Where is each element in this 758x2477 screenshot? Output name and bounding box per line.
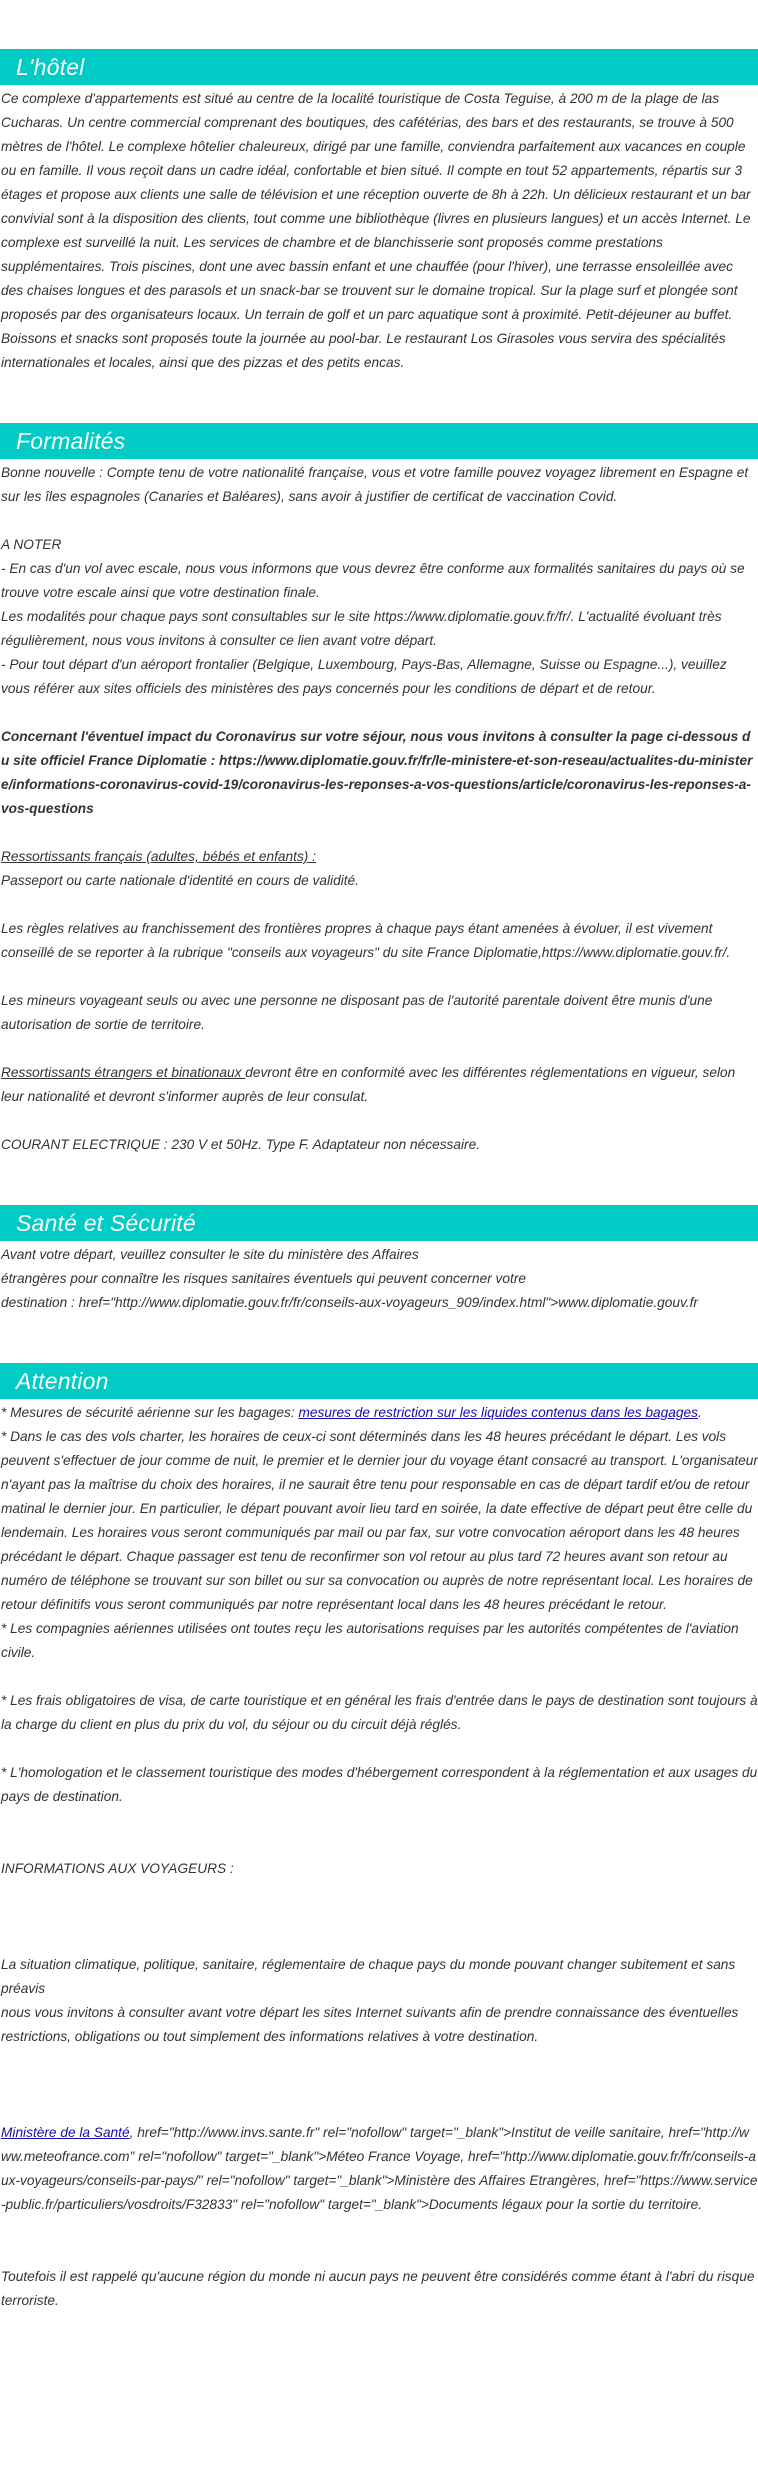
attention-content [0, 1401, 758, 2313]
formalites-content [0, 461, 758, 1157]
formalites-intro: Bonne nouvelle : Compte tenu de votre nationalité française, vous et votre famille pouvez voyagez librement en Espagne et sur les îles espagnoles (Canaries et Baléares), sans avoir à justifier de certificat de vaccination Covid. [1, 465, 749, 504]
useful-sites-text: , href="http://www.invs.sante.fr" rel="nofollow" target="_blank">Institut de veille sanitaire, href="http://www.meteofrance.com" rel="nofollow" target="_blank">Méteo France Voyage, href="http://www.diplomatie.gouv.fr/fr/conseils-aux-voyageurs/conseils-par-pays/" rel="nofollow" target="_blank">Ministère des Affaires Etrangères, href="https://www.service-public.fr/particuliers/vosdroits/F32833" rel="nofollow" target="_blank">Documents légaux pour la sortie du territoire. [1, 2125, 758, 2212]
situation-text-1: La situation climatique, politique, sanitaire, réglementaire de chaque pays du monde pouvant changer subitement et sans préavis [1, 1957, 736, 1996]
sante-line-2: étrangères pour connaître les risques sanitaires éventuels qui peuvent concerner votre [1, 1271, 526, 1286]
ministry-health-link[interactable]: Ministère de la Santé [1, 2125, 130, 2140]
electric-current: COURANT ELECTRIQUE : 230 V et 50Hz. Type F. Adaptateur non nécessaire. [1, 1137, 481, 1152]
charter-flights-text: * Dans le cas des vols charter, les horaires de ceux-ci sont déterminés dans les 48 heures précédant le départ. Les vols peuvent s'effectuer de jour comme de nuit, le premier et le dernier jour du voyage étant consacré au transport. L'organisateur n'ayant pas la maîtrise du choix des horaires, il ne saurait être tenu pour responsable en cas de départ tardif et/ou de retour matinal le dernier jour. En particulier, le départ pouvant avoir lieu tard en soirée, la date effective de départ peut être celle du lendemain. Les horaires vous seront communiqués par mail ou par fax, sur votre convocation aéroport dans les 48 heures précédant le départ. Chaque passager est tenu de reconfirmer son vol retour au plus tard 72 heures avant son retour au numéro de téléphone se trouvant sur son billet ou sur sa convocation ou auprès de notre représentant local. Les horaires de retour définitifs vous seront communiqués par notre représentant local dans les 48 heures précédant le retour. [1, 1429, 758, 1612]
section-title-sante: Santé et Sécurité [0, 1205, 758, 1241]
terrorism-text: Toutefois il est rappelé qu'aucune région du monde ni aucun pays ne peuvent être considérés comme étant à l'abri du risque terroriste. [1, 2269, 755, 2308]
situation-text-2: nous vous invitons à consulter avant votre départ les sites Internet suivants afin de prendre connaissance des éventuelles restrictions, obligations ou tout simplement des informations relatives à votre destination. [1, 2005, 739, 2044]
useful-sites [1, 2121, 758, 2217]
section-title-attention: Attention [0, 1363, 758, 1399]
security-suffix: . [697, 1405, 702, 1420]
note-modalities: Les modalités pour chaque pays sont consultables sur le site https://www.diplomatie.gouv.fr/fr/. L'actualité évoluant très régulièrement, nous vous invitons à consulter ce lien avant votre départ. [1, 609, 722, 648]
sante-line-1: Avant votre départ, veuillez consulter le site du ministère des Affaires [1, 1247, 419, 1262]
section-title-formalites: Formalités [0, 423, 758, 459]
note-title: A NOTER [1, 537, 62, 552]
sante-content [0, 1243, 758, 1315]
sante-line-3: destination : href="http://www.diplomatie.gouv.fr/fr/conseils-aux-voyageurs_909/index.html">www.diplomatie.gouv.fr [1, 1295, 698, 1310]
fees-text: * Les frais obligatoires de visa, de carte touristique et en général les frais d'entrée dans le pays de destination sont toujours à la charge du client en plus du prix du vol, du séjour ou du circuit déjà réglés. [1, 1693, 758, 1732]
travelers-info-title: INFORMATIONS AUX VOYAGEURS : [1, 1861, 234, 1876]
borders-text: Les règles relatives au franchissement des frontières propres à chaque pays étant amenées à évoluer, il est vivement conseillé de se reporter à la rubrique "conseils aux voyageurs" du site France Diplomatie,https://www.diplomatie.gouv.fr/. [1, 921, 731, 960]
french-nationals-heading: Ressortissants français (adultes, bébés et enfants) : [1, 849, 316, 864]
foreign-nationals-text: devront être en conformité avec les différentes réglementations en vigueur, selon leur nationalité et devront s'informer auprès de leur consulat. [1, 1065, 736, 1104]
covid-notice: Concernant l'éventuel impact du Coronavirus sur votre séjour, nous vous invitons à consulter la page ci-dessous du site officiel France Diplomatie : https://www.diplomatie.gouv.fr/fr/le-ministere-et-son-reseau/actualites-du-ministere/informations-coronavirus-covid-19/coronavirus-les-reponses-a-vos-questions/article/coronavirus-les-reponses-a-vos-questions [1, 729, 753, 816]
security-prefix: * Mesures de sécurité aérienne sur les bagages: [1, 1405, 299, 1420]
section-title-hotel: L'hôtel [0, 49, 758, 85]
foreign-nationals [1, 1061, 758, 1109]
french-nationals-text: Passeport ou carte nationale d'identité en cours de validité. [1, 873, 359, 888]
note-stopover: - En cas d'un vol avec escale, nous vous informons que vous devrez être conforme aux formalités sanitaires du pays où se trouve votre escale ainsi que votre destination finale. [1, 561, 745, 600]
liquids-restriction-link[interactable]: mesures de restriction sur les liquides contenus dans les bagages [298, 1405, 698, 1420]
homologation-text: * L'homologation et le classement touristique des modes d'hébergement correspondent à la réglementation et aux usages du pays de destination. [1, 1765, 758, 1804]
hotel-description: Ce complexe d'appartements est situé au centre de la localité touristique de Costa Teguise, à 200 m de la plage de las Cucharas. Un centre commercial comprenant des boutiques, des cafétérias, des bars et des restaurants, se trouve à 500 mètres de l'hôtel. Le complexe hôtelier chaleureux, dirigé par une famille, conviendra parfaitement aux vacances en couple ou en famille. Il vous reçoit dans un cadre idéal, confortable et bien situé. Il compte en tout 52 appartements, répartis sur 3 étages et propose aux clients une salle de télévision et une réception ouverte de 8h à 22h. Un délicieux restaurant et un bar convivial sont à la disposition des clients, tout comme une bibliothèque (livres en plusieurs langues) et un accès Internet. Le complexe est surveillé la nuit. Les services de chambre et de blanchisserie sont proposés comme prestations supplémentaires. Trois piscines, dont une avec bassin enfant et une chauffée (pour l'hiver), une terrasse ensoleillée avec des chaises longues et des parasols et un snack-bar se trouvent sur le domaine tropical. Sur la plage surf et plongée sont proposés par des organisateurs locaux. Un terrain de golf et un parc aquatique sont à proximité. Petit-déjeuner au buffet. Boissons et snacks sont proposés toute la journée au pool-bar. Le restaurant Los Girasoles vous servira des spécialités internationales et locales, ainsi que des pizzas et des petits encas. [1, 91, 751, 370]
security-measures [1, 1401, 758, 1425]
minors-text: Les mineurs voyageant seuls ou avec une personne ne disposant pas de l'autorité parentale doivent être munis d'une autorisation de sortie de territoire. [1, 993, 713, 1032]
note-border-airports: - Pour tout départ d'un aéroport frontalier (Belgique, Luxembourg, Pays-Bas, Allemagne, Suisse ou Espagne...), veuillez vous référer aux sites officiels des ministères des pays concernés pour les conditions de départ et de retour. [1, 657, 727, 696]
airlines-text: * Les compagnies aériennes utilisées ont toutes reçu les autorisations requises par les autorités compétentes de l'aviation civile. [1, 1621, 739, 1660]
foreign-nationals-heading: Ressortissants étrangers et binationaux [1, 1065, 246, 1080]
